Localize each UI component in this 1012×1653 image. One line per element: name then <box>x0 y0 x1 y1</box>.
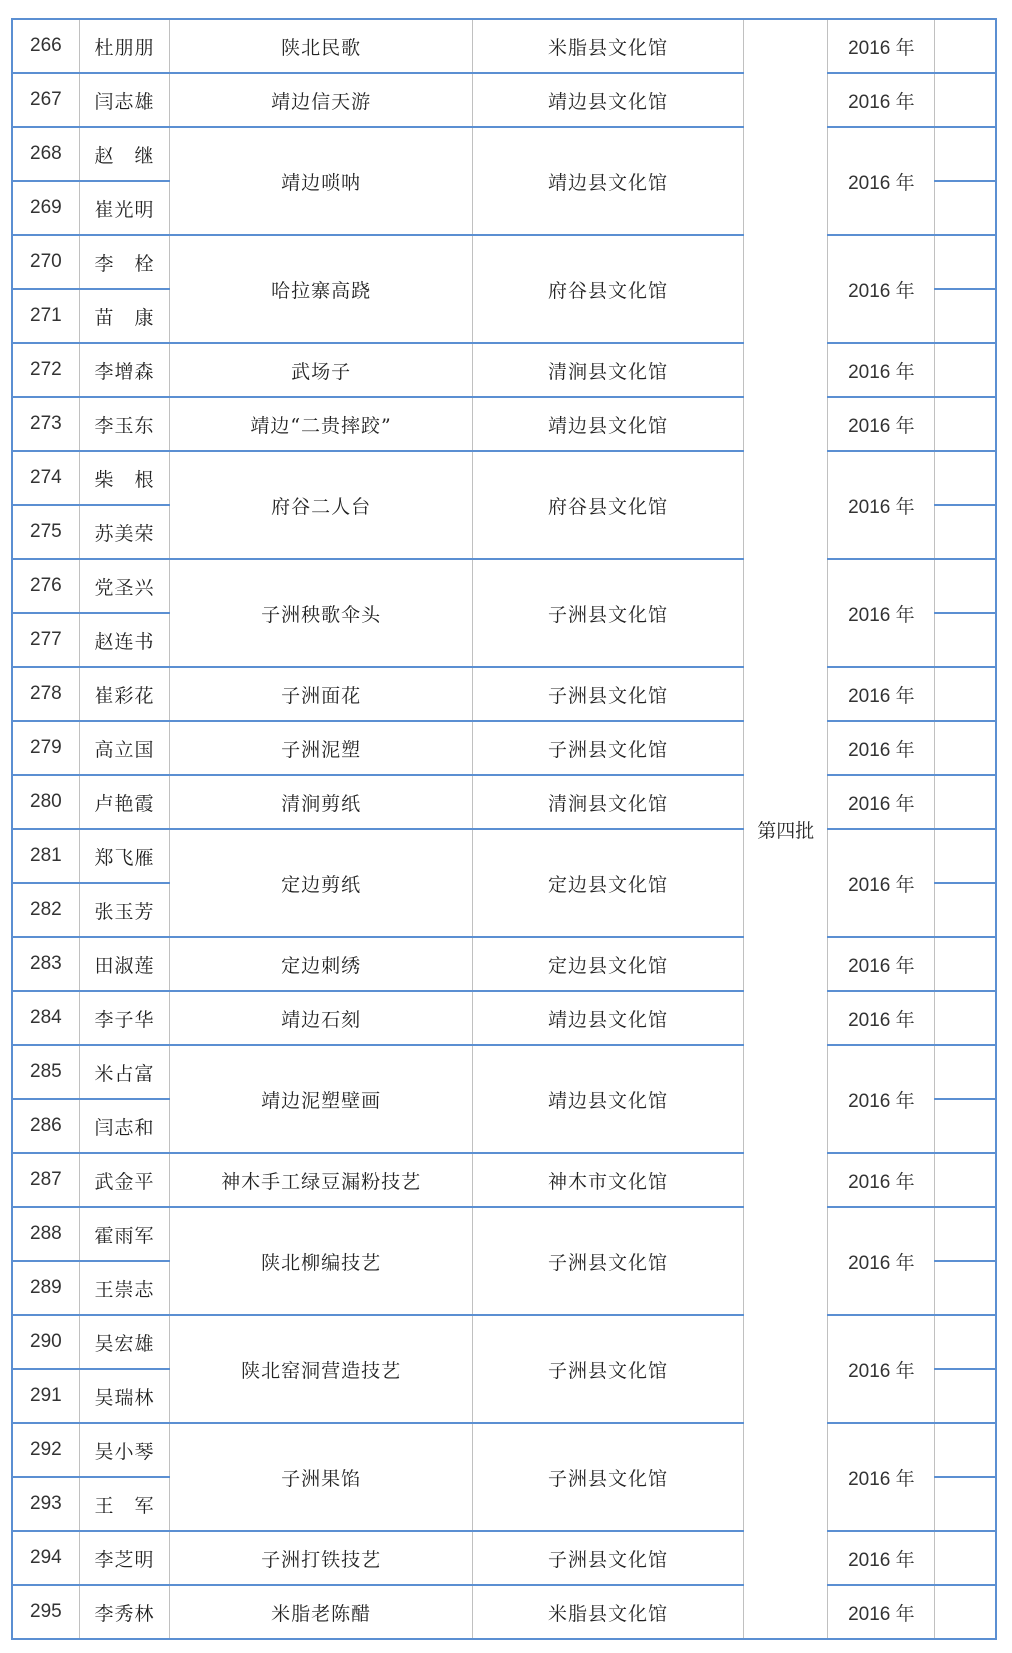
approval-year: 2016 年 <box>828 1585 935 1639</box>
inheritor-name: 李增森 <box>79 343 169 397</box>
row-number: 269 <box>12 181 79 235</box>
table-row <box>12 559 996 613</box>
row-number: 285 <box>12 1045 79 1099</box>
row-number: 280 <box>12 775 79 829</box>
inheritor-name: 米占富 <box>79 1045 169 1099</box>
table-row <box>12 1423 996 1477</box>
blank-cell <box>935 1153 996 1207</box>
inheritor-name: 王 军 <box>79 1477 169 1531</box>
protection-unit: 米脂县文化馆 <box>472 19 743 73</box>
inheritor-name: 李子华 <box>79 991 169 1045</box>
inheritor-name: 崔光明 <box>79 181 169 235</box>
inheritor-name: 李玉东 <box>79 397 169 451</box>
row-number: 268 <box>12 127 79 181</box>
row-number: 292 <box>12 1423 79 1477</box>
protection-unit: 靖边县文化馆 <box>472 127 743 235</box>
protection-unit: 子洲县文化馆 <box>472 1315 743 1423</box>
approval-year: 2016 年 <box>828 451 935 559</box>
approval-year: 2016 年 <box>828 235 935 343</box>
blank-cell <box>935 559 996 613</box>
table-row <box>12 721 996 775</box>
approval-year: 2016 年 <box>828 559 935 667</box>
protection-unit: 清涧县文化馆 <box>472 775 743 829</box>
protection-unit: 靖边县文化馆 <box>472 1045 743 1153</box>
project-name: 靖边石刻 <box>170 991 473 1045</box>
approval-year: 2016 年 <box>828 397 935 451</box>
table-row <box>12 451 996 505</box>
project-name: 子洲打铁技艺 <box>170 1531 473 1585</box>
approval-year: 2016 年 <box>828 1531 935 1585</box>
table-row <box>12 19 996 73</box>
blank-cell <box>935 667 996 721</box>
project-name: 米脂老陈醋 <box>170 1585 473 1639</box>
inheritor-name: 苗 康 <box>79 289 169 343</box>
inheritor-name: 郑飞雁 <box>79 829 169 883</box>
inheritor-name: 霍雨军 <box>79 1207 169 1261</box>
blank-cell <box>935 775 996 829</box>
project-name: 哈拉寨高跷 <box>170 235 473 343</box>
row-number: 270 <box>12 235 79 289</box>
blank-cell <box>935 1585 996 1639</box>
project-name: 清涧剪纸 <box>170 775 473 829</box>
row-number: 290 <box>12 1315 79 1369</box>
inheritor-name: 吴小琴 <box>79 1423 169 1477</box>
inheritor-name: 高立国 <box>79 721 169 775</box>
table-row <box>12 397 996 451</box>
table-row <box>12 829 996 883</box>
blank-cell <box>935 343 996 397</box>
row-number: 274 <box>12 451 79 505</box>
row-number: 294 <box>12 1531 79 1585</box>
blank-cell <box>935 127 996 181</box>
blank-cell <box>935 235 996 289</box>
blank-cell <box>935 1423 996 1477</box>
approval-year: 2016 年 <box>828 775 935 829</box>
project-name: 陕北民歌 <box>170 19 473 73</box>
row-number: 267 <box>12 73 79 127</box>
approval-year: 2016 年 <box>828 1315 935 1423</box>
blank-cell <box>935 991 996 1045</box>
row-number: 279 <box>12 721 79 775</box>
row-number: 281 <box>12 829 79 883</box>
project-name: 子洲面花 <box>170 667 473 721</box>
row-number: 276 <box>12 559 79 613</box>
table-body <box>12 19 996 1639</box>
row-number: 273 <box>12 397 79 451</box>
project-name: 子洲果馅 <box>170 1423 473 1531</box>
approval-year: 2016 年 <box>828 667 935 721</box>
blank-cell <box>935 1315 996 1369</box>
row-number: 282 <box>12 883 79 937</box>
row-number: 289 <box>12 1261 79 1315</box>
inheritor-name: 崔彩花 <box>79 667 169 721</box>
inheritor-name: 武金平 <box>79 1153 169 1207</box>
row-number: 286 <box>12 1099 79 1153</box>
approval-year: 2016 年 <box>828 937 935 991</box>
approval-year: 2016 年 <box>828 1423 935 1531</box>
table-row <box>12 1045 996 1099</box>
blank-cell <box>935 613 996 667</box>
table-row <box>12 235 996 289</box>
inheritor-name: 党圣兴 <box>79 559 169 613</box>
inheritor-name: 卢艳霞 <box>79 775 169 829</box>
blank-cell <box>935 1477 996 1531</box>
approval-year: 2016 年 <box>828 73 935 127</box>
inheritor-name: 李芝明 <box>79 1531 169 1585</box>
blank-cell <box>935 19 996 73</box>
row-number: 287 <box>12 1153 79 1207</box>
project-name: 靖边唢呐 <box>170 127 473 235</box>
row-number: 272 <box>12 343 79 397</box>
protection-unit: 府谷县文化馆 <box>472 451 743 559</box>
project-name: 子洲秧歌伞头 <box>170 559 473 667</box>
blank-cell <box>935 1099 996 1153</box>
table-row <box>12 1153 996 1207</box>
inheritor-name: 赵 继 <box>79 127 169 181</box>
blank-cell <box>935 73 996 127</box>
blank-cell <box>935 883 996 937</box>
table-row <box>12 1531 996 1585</box>
table-row <box>12 937 996 991</box>
table-row <box>12 1207 996 1261</box>
protection-unit: 定边县文化馆 <box>472 937 743 991</box>
inheritor-name: 吴宏雄 <box>79 1315 169 1369</box>
project-name: 靖边泥塑壁画 <box>170 1045 473 1153</box>
blank-cell <box>935 1369 996 1423</box>
row-number: 271 <box>12 289 79 343</box>
protection-unit: 靖边县文化馆 <box>472 397 743 451</box>
row-number: 288 <box>12 1207 79 1261</box>
blank-cell <box>935 1261 996 1315</box>
inheritor-name: 柴 根 <box>79 451 169 505</box>
approval-year: 2016 年 <box>828 1207 935 1315</box>
project-name: 陕北柳编技艺 <box>170 1207 473 1315</box>
row-number: 291 <box>12 1369 79 1423</box>
row-number: 293 <box>12 1477 79 1531</box>
blank-cell <box>935 937 996 991</box>
table-row <box>12 1315 996 1369</box>
blank-cell <box>935 505 996 559</box>
table-row <box>12 343 996 397</box>
inheritor-name: 苏美荣 <box>79 505 169 559</box>
inheritor-name: 杜朋朋 <box>79 19 169 73</box>
protection-unit: 府谷县文化馆 <box>472 235 743 343</box>
inheritor-table <box>11 18 997 1640</box>
protection-unit: 子洲县文化馆 <box>472 1531 743 1585</box>
row-number: 278 <box>12 667 79 721</box>
blank-cell <box>935 1207 996 1261</box>
inheritor-name: 赵连书 <box>79 613 169 667</box>
blank-cell <box>935 397 996 451</box>
inheritor-name: 王崇志 <box>79 1261 169 1315</box>
table-row <box>12 991 996 1045</box>
inheritor-name: 李秀林 <box>79 1585 169 1639</box>
approval-year: 2016 年 <box>828 721 935 775</box>
inheritor-name: 闫志雄 <box>79 73 169 127</box>
table-row <box>12 127 996 181</box>
table-row <box>12 667 996 721</box>
project-name: 靖边“二贵摔跤” <box>170 397 473 451</box>
protection-unit: 靖边县文化馆 <box>472 73 743 127</box>
blank-cell <box>935 829 996 883</box>
blank-cell <box>935 1045 996 1099</box>
project-name: 神木手工绿豆漏粉技艺 <box>170 1153 473 1207</box>
batch-label: 第四批 <box>744 19 828 1639</box>
blank-cell <box>935 451 996 505</box>
row-number: 283 <box>12 937 79 991</box>
approval-year: 2016 年 <box>828 829 935 937</box>
project-name: 定边剪纸 <box>170 829 473 937</box>
inheritor-name: 张玉芳 <box>79 883 169 937</box>
protection-unit: 靖边县文化馆 <box>472 991 743 1045</box>
project-name: 陕北窑洞营造技艺 <box>170 1315 473 1423</box>
protection-unit: 定边县文化馆 <box>472 829 743 937</box>
approval-year: 2016 年 <box>828 1045 935 1153</box>
inheritor-name: 吴瑞林 <box>79 1369 169 1423</box>
row-number: 275 <box>12 505 79 559</box>
row-number: 266 <box>12 19 79 73</box>
approval-year: 2016 年 <box>828 991 935 1045</box>
project-name: 靖边信天游 <box>170 73 473 127</box>
protection-unit: 神木市文化馆 <box>472 1153 743 1207</box>
approval-year: 2016 年 <box>828 19 935 73</box>
inheritor-list-page <box>11 18 997 1633</box>
table-row <box>12 1585 996 1639</box>
approval-year: 2016 年 <box>828 343 935 397</box>
protection-unit: 子洲县文化馆 <box>472 1423 743 1531</box>
protection-unit: 子洲县文化馆 <box>472 1207 743 1315</box>
inheritor-name: 李 栓 <box>79 235 169 289</box>
row-number: 277 <box>12 613 79 667</box>
protection-unit: 米脂县文化馆 <box>472 1585 743 1639</box>
protection-unit: 子洲县文化馆 <box>472 559 743 667</box>
row-number: 284 <box>12 991 79 1045</box>
project-name: 府谷二人台 <box>170 451 473 559</box>
protection-unit: 清涧县文化馆 <box>472 343 743 397</box>
approval-year: 2016 年 <box>828 1153 935 1207</box>
table-row <box>12 775 996 829</box>
inheritor-name: 闫志和 <box>79 1099 169 1153</box>
project-name: 武场子 <box>170 343 473 397</box>
project-name: 子洲泥塑 <box>170 721 473 775</box>
protection-unit: 子洲县文化馆 <box>472 721 743 775</box>
blank-cell <box>935 181 996 235</box>
blank-cell <box>935 721 996 775</box>
blank-cell <box>935 289 996 343</box>
blank-cell <box>935 1531 996 1585</box>
protection-unit: 子洲县文化馆 <box>472 667 743 721</box>
table-row <box>12 73 996 127</box>
project-name: 定边刺绣 <box>170 937 473 991</box>
inheritor-name: 田淑莲 <box>79 937 169 991</box>
row-number: 295 <box>12 1585 79 1639</box>
approval-year: 2016 年 <box>828 127 935 235</box>
